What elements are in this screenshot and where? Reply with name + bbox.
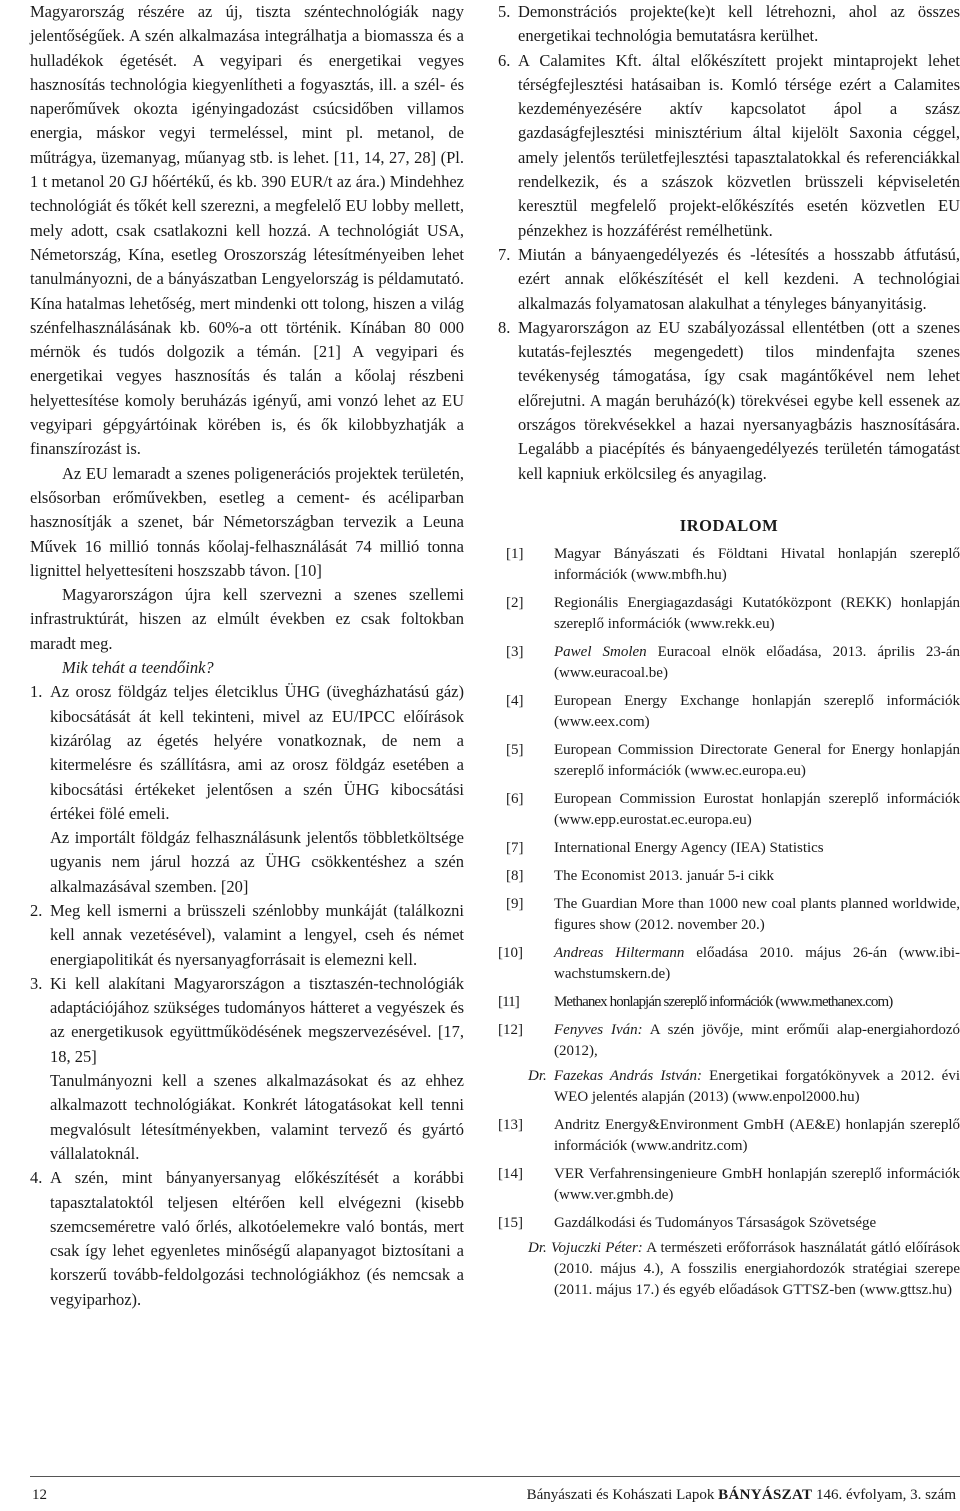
question-heading: Mik tehát a teendőink? bbox=[62, 658, 214, 678]
reference-text: előadása 2010. május 26-án (www.ibi-wachstumskern.de) bbox=[554, 944, 960, 982]
reference-text: Regionális Energiagazdasági Kutatóközpont (REKK) honlapján szereplő információk (www.rekk.eu) bbox=[554, 594, 960, 632]
reference-text: European Energy Exchange honlapján szereplő információk (www.eex.com) bbox=[554, 692, 960, 730]
reference-number: [10] bbox=[498, 944, 523, 961]
reference-10 bbox=[498, 943, 960, 985]
list-item-text: A szén, mint bányanyersanyag előkészítését a korábbi tapasztalatoktól teljesen eltérően kell elvégezni (kisebb szemcseméretre való őrlés, alkotóelemekre való bontás, mert csak így lehet egyenletes minőségű alapanyagot biztosítani a korszerű tovább-feldolgozási technológiákhoz (és nemcsak a vegyiparhoz). bbox=[50, 1168, 464, 1309]
reference-text: Magyar Bányászati és Földtani Hivatal honlapján szereplő információk (www.mbfh.hu) bbox=[554, 545, 960, 583]
reference-text: Methanex honlapján szereplő információk (www.methanex.com) bbox=[554, 993, 893, 1010]
reference-text: European Commission Eurostat honlapján szereplő információk (www.epp.eurostat.ec.europa.eu) bbox=[554, 790, 960, 828]
reference-15 bbox=[498, 1213, 960, 1234]
reference-number: [9] bbox=[506, 895, 524, 912]
list-number: 1. bbox=[30, 682, 43, 702]
list-item-2 bbox=[0, 899, 464, 972]
page-number: 12 bbox=[32, 1487, 47, 1503]
reference-text: Energetikai forgatókönyvek a 2012. évi WEO jelentés alapján (2013) (www.enpol2000.hu) bbox=[554, 1067, 960, 1105]
reference-number: [7] bbox=[506, 839, 524, 856]
reference-number: [12] bbox=[498, 1021, 523, 1038]
reference-author: Fenyves Iván: bbox=[554, 1021, 643, 1038]
reference-7 bbox=[498, 838, 960, 859]
list-item-text: Magyarországon az EU szabályozással ellentétben (ott a szenes kutatás-fejlesztés megengedett) tilos mindenfajta szenes tevékenység támogatása, így csak magántőkével nem lehet előrejutni. A magán beruházó(k) törekvései egybe kell essenek az országos törekvésekkel a hazai nyersanyagbázis hasznosítására. Legalább a piacépítés és bányaengedélyezés területén támogatást kell kapniuk erkölcsileg és anyagilag. bbox=[518, 317, 960, 483]
list-number: 7. bbox=[498, 244, 511, 264]
list-item-text: Meg kell ismerni a brüsszeli szénlobby munkáját (találkozni kell annak vezetésével), valamint a lengyel, cseh és német energiapolitikát és nyersanyagforrásait is elemezni kell. bbox=[50, 900, 464, 969]
reference-number: [15] bbox=[498, 1214, 523, 1231]
list-item-5 bbox=[498, 0, 960, 49]
reference-4 bbox=[498, 691, 960, 733]
list-item-4 bbox=[0, 1166, 464, 1312]
reference-number: [5] bbox=[506, 741, 524, 758]
reference-number: [6] bbox=[506, 790, 524, 807]
reference-12-sub bbox=[498, 1066, 960, 1108]
reference-number: [13] bbox=[498, 1116, 523, 1133]
reference-1 bbox=[498, 544, 960, 586]
reference-number: [4] bbox=[506, 692, 524, 709]
journal-issue: 146. évfolyam, 3. szám bbox=[816, 1487, 956, 1503]
reference-11 bbox=[498, 992, 960, 1013]
list-item-7 bbox=[498, 243, 960, 316]
reference-5 bbox=[498, 740, 960, 782]
reference-text: Euracoal elnök előadása, 2013. április 23-án (www.euracoal.be) bbox=[554, 643, 960, 681]
reference-number: [11] bbox=[498, 993, 519, 1010]
list-item-continuation: Tanulmányozni kell a szenes alkalmazásokat és az ehhez alkalmazott technológiákat. Konkrét látogatásokat kell tenni megvalósult létesítményekben, valamint tervező és gyártó vállalatoknál. bbox=[50, 1071, 464, 1163]
footer-rule bbox=[30, 1476, 960, 1477]
list-item-3 bbox=[0, 972, 464, 1166]
reference-author: Dr. Fazekas András István: bbox=[528, 1067, 703, 1084]
journal-footer bbox=[527, 1487, 956, 1504]
reference-text: VER Verfahrensingenieure GmbH honlapján szereplő információk (www.ver.gmbh.de) bbox=[554, 1165, 960, 1203]
journal-brand: BÁNYÁSZAT bbox=[718, 1487, 813, 1503]
reference-13 bbox=[498, 1115, 960, 1157]
paragraph-infrastructure: Magyarországon újra kell szervezni a szenes szellemi infrastruktúrát, hiszen az elmúlt években ez csak foltokban maradt meg. bbox=[30, 585, 464, 653]
reference-3 bbox=[498, 642, 960, 684]
reference-12 bbox=[498, 1020, 960, 1062]
list-item-8 bbox=[498, 316, 960, 486]
reference-14 bbox=[498, 1164, 960, 1206]
reference-text: Andritz Energy&Environment GmbH (AE&E) honlapján szereplő információk (www.andritz.com) bbox=[554, 1116, 960, 1154]
reference-text: European Commission Directorate General for Energy honlapján szereplő információk (www.ec.europa.eu) bbox=[554, 741, 960, 779]
right-column bbox=[498, 0, 960, 1308]
references-heading: IRODALOM bbox=[679, 515, 779, 535]
reference-number: [3] bbox=[506, 643, 524, 660]
list-item-text: A Calamites Kft. által előkészített projekt mintaprojekt lehet térségfejlesztési hatásaiban is. Komló térsége ezért a Calamites kezdeményezésére aktív kapcsolatot ápol a szász gazdaságfejlesztési minisztérium által kijelölt Saxonia céggel, amely jelentős területfejlesztési tapasztalatokkal és referenciákkal rendelkezik, és a szászok közvetlen brüsszeli képviseletén keresztül megfelelő projekt-előkészítés esetén közvetlen EU pénzekhez is hozzáférést remélhetünk. bbox=[518, 50, 960, 240]
reference-15-sub bbox=[498, 1238, 960, 1301]
reference-number: [1] bbox=[506, 545, 524, 562]
reference-number: [8] bbox=[506, 867, 524, 884]
reference-6 bbox=[498, 789, 960, 831]
references-list bbox=[498, 544, 960, 1301]
list-number: 8. bbox=[498, 317, 511, 337]
paragraph-clean-coal: Magyarország részére az új, tiszta széntechnológiák nagy jelentőségűek. A szén alkalmazása integrálhatja a biomassza és a hulladékok égetését. A vegyipari és energetikai vegyes hasznosítás technológia kiegyenlítheti a fogyasztás, ill. a szél- és naperőművek okozta igényingadozást csúcsidőben villamos energia, máskor vegyi termeléssel, mint pl. metanol, de műtrágya, üzemanyag, műanyag stb. is lehet. [11, 14, 27, 28] (Pl. 1 t metanol 20 GJ hőértékű, és kb. 390 EUR/t az ára.) Mindehhez technológiát és tőkét kell szerezni, a megfelelő EU lobby mellett, mely adott, csak csatlakozni kell hozzá. A technológiát USA, Németország, Kína, esetleg Oroszország létesítményeiben lehet tanulmányozni, de a bányászatban Lengyelország is példamutató. Kína hatalmas lehetőség, mert mindenki ott tolong, hiszen a világ szénfelhasználásának kb. 60%-a ott történik. Kínában 80 000 mérnök és tudós dolgozik a témán. [21] A vegyipari és energetikai vegyes hasznosítás és talán a kőolaj részbeni helyettesítése komoly beruházás igényű, ami vonzó lehet az EU vegyipari gépgyártóinak körében is, és ők kilobbyzhatják a finanszírozást is. bbox=[30, 2, 464, 459]
reference-author: Dr. Vojuczki Péter: bbox=[528, 1239, 643, 1256]
reference-9 bbox=[498, 894, 960, 936]
list-number: 4. bbox=[30, 1168, 43, 1188]
list-item-text: Demonstrációs projekte(ke)t kell létrehozni, ahol az összes energetikai technológia bemutatásra kerülhet. bbox=[518, 2, 960, 46]
list-item-6 bbox=[498, 49, 960, 243]
journal-name: Bányászati és Kohászati Lapok bbox=[526, 1487, 715, 1503]
reference-text: A szén jövője, mint erőműi alap-energiahordozó (2012), bbox=[554, 1021, 960, 1059]
list-number: 2. bbox=[30, 900, 43, 920]
paragraph-eu-polygeneration: Az EU lemaradt a szenes poligenerációs projektek területén, elsősorban erőművekben, esetleg a cement- és acéliparban hasznosítják a szenet, bár Németországban tervezik a Leuna Művek 16 millió tonnás kőolaj-felhasználását 74 millió tonna lignittel helyettesíteni hoszszabb távon. [10] bbox=[30, 463, 464, 580]
reference-text: The Economist 2013. január 5-i cikk bbox=[554, 867, 774, 884]
reference-author: Andreas Hiltermann bbox=[554, 944, 685, 961]
reference-text: A természeti erőforrások használatát gátló előírások (2010. május 4.), A fosszilis energiahordozók stratégiai szerepe (2011. május 17.) és egyéb előadások GTTSZ-ben (www.gttsz.hu) bbox=[554, 1239, 960, 1298]
list-item-1 bbox=[0, 680, 464, 899]
reference-author: Pawel Smolen bbox=[554, 643, 647, 660]
list-number: 5. bbox=[498, 2, 511, 21]
reference-text: International Energy Agency (IEA) Statistics bbox=[554, 839, 824, 856]
left-column bbox=[30, 0, 464, 1312]
reference-8 bbox=[498, 866, 960, 887]
reference-number: [2] bbox=[506, 594, 524, 611]
list-number: 6. bbox=[498, 50, 511, 70]
list-item-continuation: Az importált földgáz felhasználásunk jelentős többletköltsége ugyanis nem járul hozzá az ÜHG csökkentéshez a szén alkalmazásával szemben. [20] bbox=[50, 828, 464, 896]
reference-text: The Guardian More than 1000 new coal plants planned worldwide, figures show (2012. november 20.) bbox=[554, 895, 960, 933]
list-item-text: Miután a bányaengedélyezés és -létesítés a hosszabb átfutású, ezért annak előkészítését el kell kezdeni. A technológiai alkalmazás folyamatosan alakulhat a tényleges bányanyitásig. bbox=[518, 244, 960, 313]
reference-text: Gazdálkodási és Tudományos Társaságok Szövetsége bbox=[554, 1214, 877, 1231]
list-item-text: Ki kell alakítani Magyarországon a tisztaszén-technológiák adaptációjához szükséges tudományos hátteret a vegyészek és az energetikusok együttműködésének megszervezésével. [17, 18, 25] bbox=[50, 973, 464, 1066]
reference-number: [14] bbox=[498, 1165, 523, 1182]
list-item-text: Az orosz földgáz teljes életciklus ÜHG (üvegházhatású gáz) kibocsátását át kell tekinteni, mivel az EU/IPCC előírások kizárólag az égetés helyére vonatkoznak, de nem a kitermelésre és szállításra, ami az orosz földgáz esetében a kibocsátási értékeket jelentősen a szén ÜHG kibocsátási értékei fölé emeli. bbox=[50, 682, 464, 823]
list-number: 3. bbox=[30, 973, 43, 993]
reference-2 bbox=[498, 593, 960, 635]
